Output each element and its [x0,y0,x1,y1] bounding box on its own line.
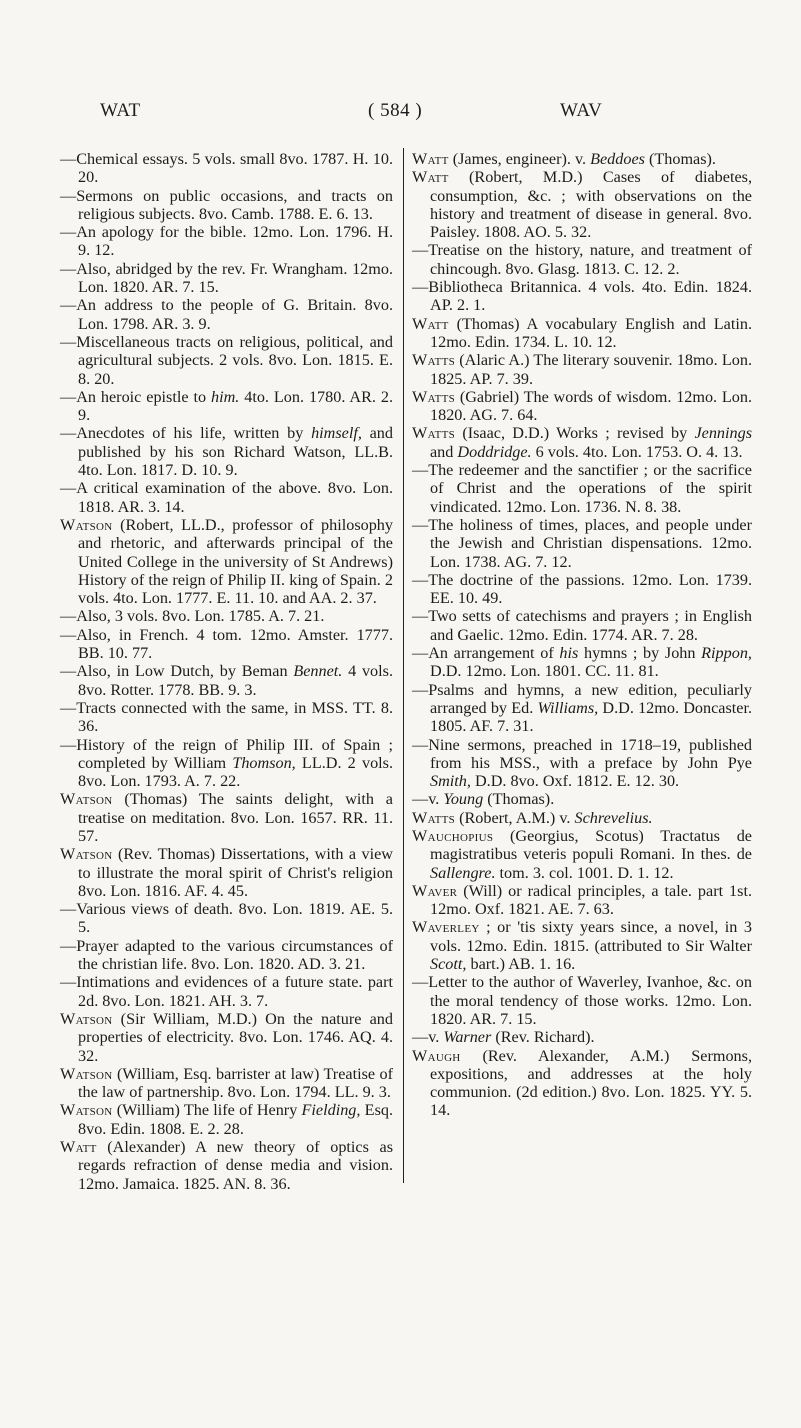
catalog-entry [412,424,752,461]
entry-author-name: Watt [412,150,449,168]
entry-author-name: Waver [412,881,458,900]
entry-text: (Thomas) The saints delight, with a treatise on meditation. 8vo. Lon. 1657. RR. 11. 57. [78,790,393,845]
entry-text: D.D. 8vo. Oxf. 1812. E. 12. 30. [470,772,680,791]
header-right: WAV [560,100,603,121]
entry-text: ; or 'tis sixty years since, a novel, in 3 vols. 12mo. Edin. 1815. (attributed to Sir Walter [430,918,752,955]
entry-text: (Thomas) A vocabulary English and Latin. 12mo. Edin. 1734. L. 10. 12. [430,314,752,351]
entry-text: (Alaric A.) The literary souvenir. 18mo. Lon. 1825. AP. 7. 39. [430,351,752,388]
entry-text: (Robert, LL.D., professor of philosophy and rhetoric, and afterwards principal of the United College in the university of St Andrews) History of the reign of Philip II. king of Spain. 2 vols. 4to. Lon. 1777. E. 11. 10. and AA. 2. 37. [78,515,393,608]
entry-italic-name: Beddoes [590,150,645,168]
catalog-entry [412,388,752,425]
catalog-entry [60,937,393,974]
catalog-entry [412,882,752,919]
entry-author-name: Watts [412,424,456,443]
entry-text: (Will) or radical principles, a tale. part 1st. 12mo. Oxf. 1821. AE. 7. 63. [430,881,752,919]
entry-author-name: Watson [60,1009,113,1028]
entry-text: and published by his son Richard Watson, LL.B. 4to. Lon. 1817. D. 10. 9. [78,424,393,480]
catalog-entry [60,223,393,260]
entry-text: 4to. Lon. 1780. AR. 2. 9. [78,387,394,425]
entry-text: —A critical examination of the above. 8vo. Lon. 1818. AR. 3. 14. [60,479,393,516]
catalog-entry [60,187,393,224]
catalog-entry [60,1010,393,1065]
catalog-entry [412,315,752,352]
entry-italic-name: Jennings [694,424,752,443]
entry-text: —An address to the people of G. Britain. 8vo. Lon. 1798. AR. 3. 9. [60,296,393,333]
entry-author-name: Watts [412,387,456,406]
header-left: WAT [100,100,141,121]
catalog-entry [412,571,752,608]
entry-text: —Various views of death. 8vo. Lon. 1819. AE. 5. 5. [60,900,393,937]
entry-text: (Robert, A.M.) v. [455,808,575,827]
catalog-entry [60,790,393,845]
catalog-entry [60,699,393,736]
entry-text: hymns ; by John [578,644,702,663]
entry-text: —Chemical essays. 5 vols. small 8vo. 1787. H. 10. 20. [60,150,393,187]
entry-text: (Rev. Alexander, A.M.) Sermons, expositions, and addresses at the holy communion. (2d edition.) 8vo. Lon. 1825. YY. 5. 14. [430,1046,752,1120]
entry-text: —Prayer adapted to the various circumstances of the christian life. 8vo. Lon. 1820. AD. 3. 21. [60,936,393,974]
entry-text: —Also, abridged by the rev. Fr. Wrangham. 12mo. Lon. 1820. AR. 7. 15. [60,259,393,297]
catalog-entry [412,150,752,168]
catalog-entry [60,662,393,699]
left-column [60,150,393,1193]
entry-author-name: Watts [412,351,456,370]
catalog-entry [60,736,393,791]
catalog-entry [412,278,752,315]
entry-italic-name: Thomson, [232,753,296,772]
entry-text: —The doctrine of the passions. 12mo. Lon. 1739. EE. 10. 49. [412,570,752,608]
catalog-entry [60,1138,393,1193]
entry-text: —Intimations and evidences of a future state. part 2d. 8vo. Lon. 1821. AH. 3. 7. [60,973,393,1010]
catalog-entry [60,607,393,625]
entry-text: (William, Esq. barrister at law) Treatise of the law of partnership. 8vo. Lon. 1794. LL. 9. 3. [78,1064,393,1102]
entry-text: D.D. 12mo. Doncaster. 1805. AF. 7. 31. [430,698,752,736]
entry-text: —Bibliotheca Britannica. 4 vols. 4to. Edin. 1824. AP. 2. 1. [412,278,752,315]
entry-italic-name: Rippon, [701,644,752,663]
entry-text: —History of the reign of Philip III. of Spain ; completed by William [60,735,393,772]
entry-text: Esq. 8vo. Edin. 1808. E. 2. 28. [78,1101,394,1138]
catalog-entry [60,260,393,297]
entry-author-name: Watson [60,845,113,864]
catalog-entry [60,150,393,187]
catalog-entry [412,461,752,516]
entry-author-name: Watson [60,515,113,534]
catalog-entry [412,351,752,388]
entry-text: (Gabriel) The words of wisdom. 12mo. Lon. 1820. AG. 7. 64. [430,387,752,425]
entry-text: (Robert, M.D.) Cases of diabetes, consumption, &c. ; with observations on the history and treatment of disease in general. 8vo. Paisley. 1808. AO. 5. 32. [430,168,752,242]
entry-italic-name: Schrevelius. [574,808,653,827]
entry-text: —Sermons on public occasions, and tracts on religious subjects. 8vo. Camb. 1788. E. 6. 13. [60,186,393,223]
catalog-entry [60,973,393,1010]
running-header [0,92,801,132]
entry-author-name: Watts [412,808,456,827]
entry-text: (Thomas). [644,150,716,168]
catalog-entry [412,607,752,644]
entry-text: (Alexander) A new theory of optics as regards refraction of dense media and vision. 12mo. Jamaica. 1825. AN. 8. 36. [78,1138,393,1193]
entry-author-name: Watt [412,168,449,187]
entry-italic-name: his [559,644,579,663]
entry-text: —Letter to the author of Waverley, Ivanhoe, &c. on the moral tendency of those works. 12mo. Lon. 1820. AR. 7. 15. [412,973,752,1028]
entry-text: LL.D. 2 vols. 8vo. Lon. 1793. A. 7. 22. [78,753,394,791]
entry-text: —v. [412,1028,444,1047]
entry-author-name: Watt [60,1138,97,1157]
entry-italic-name: Sallengre. [430,863,496,882]
entry-text: —Anecdotes of his life, written by [60,424,312,443]
catalog-entry [60,626,393,663]
entry-author-name: Watson [60,1064,113,1083]
catalog-entry [60,516,393,607]
catalog-entry [412,736,752,791]
entry-author-name: Waugh [412,1046,461,1065]
catalog-entry [60,333,393,388]
entry-italic-name: Scott, [430,955,467,974]
entry-author-name: Waverley [412,918,480,937]
entry-text: —The holiness of times, places, and people under the Jewish and Christian dispensations. 12mo. Lon. 1738. AG. 7. 12. [412,515,752,571]
entry-text: —An heroic epistle to [60,387,211,406]
catalog-entry [60,1101,393,1138]
header-page-number: ( 584 ) [368,100,423,121]
catalog-entry [60,424,393,479]
entry-italic-name: Young [443,790,484,809]
entry-text: —An apology for the bible. 12mo. Lon. 1796. H. 9. 12. [60,223,393,260]
entry-italic-name: him. [210,387,240,406]
catalog-entry [412,973,752,1028]
entry-text: (William) The life of Henry [112,1101,302,1120]
entry-text: (Sir William, M.D.) On the nature and properties of electricity. 8vo. Lon. 1746. AQ. 4. 32. [78,1009,393,1065]
entry-text: 4 vols. 8vo. Rotter. 1778. BB. 9. 3. [78,662,393,699]
catalog-entry [412,790,752,808]
entry-italic-name: himself, [311,424,362,443]
entry-text: —Tracts connected with the same, in MSS. TT. 8. 36. [60,698,393,736]
entry-text: —Also, in Low Dutch, by Beman [60,662,294,681]
entry-text: (Rev. Thomas) Dissertations, with a view to illustrate the moral spirit of Christ's religion 8vo. Lon. 1816. AF. 4. 45. [78,845,393,900]
catalog-entry [412,918,752,973]
entry-text: —Treatise on the history, nature, and treatment of chincough. 8vo. Glasg. 1813. C. 12. 2. [412,241,752,278]
entry-text: —v. [412,790,444,809]
entry-italic-name: Fielding, [301,1101,361,1120]
catalog-entry [60,479,393,516]
entry-text: —Psalms and hymns, a new edition, peculiarly arranged by Ed. [412,680,752,717]
entry-author-name: Wauchopius [412,826,494,845]
entry-text: 6 vols. 4to. Lon. 1753. O. 4. 13. [531,442,743,461]
entry-italic-name: Doddridge. [457,442,532,461]
entry-text: bart.) AB. 1. 16. [466,955,576,974]
entry-author-name: Watson [60,1101,113,1120]
entry-text: (Rev. Richard). [491,1028,595,1047]
catalog-entry [60,845,393,900]
entry-text: —An arrangement of [412,644,560,663]
entry-author-name: Watson [60,790,113,809]
column-divider [403,148,404,1183]
entry-text: —Nine sermons, preached in 1718–19, published from his MSS., with a preface by John Pye [412,735,752,772]
catalog-entry [412,241,752,278]
catalog-entry [412,644,752,681]
catalog-entry [412,1028,752,1046]
entry-text: —Miscellaneous tracts on religious, political, and agricultural subjects. 2 vols. 8vo. Lon. 1815. E. 8. 20. [60,332,393,388]
entry-text: —The redeemer and the sanctifier ; or the sacrifice of Christ and the operations of the spirit vindicated. 12mo. Lon. 1736. N. 8. 38. [412,461,752,516]
entry-text: —Also, in French. 4 tom. 12mo. Amster. 1777. BB. 10. 77. [60,625,393,663]
entry-text: and [430,442,458,461]
entry-text: (James, engineer). v. [448,150,591,168]
entry-italic-name: Warner [443,1028,492,1047]
entry-text: (Georgius, Scotus) Tractatus de magistratibus veteris populi Romani. In thes. de [430,826,752,864]
catalog-entry [60,388,393,425]
entry-text: tom. 3. col. 1001. D. 1. 12. [495,863,674,882]
entry-author-name: Watt [412,314,449,333]
entry-italic-name: Bennet. [293,662,343,681]
catalog-entry [60,296,393,333]
catalog-entry [60,900,393,937]
catalog-entry [412,168,752,241]
catalog-entry [412,809,752,827]
entry-text: —Two setts of catechisms and prayers ; in English and Gaelic. 12mo. Edin. 1774. AR. 7. 28. [412,607,752,644]
entry-text: —Also, 3 vols. 8vo. Lon. 1785. A. 7. 21. [60,607,325,626]
entry-italic-name: Smith, [430,772,471,791]
catalog-entry [60,1065,393,1102]
catalog-entry [412,827,752,882]
catalog-entry [412,1047,752,1120]
catalog-entry [412,516,752,571]
catalog-entry [412,681,752,736]
right-column [412,150,752,1120]
entry-text: (Thomas). [483,790,555,809]
entry-text: D.D. 12mo. Lon. 1801. CC. 11. 81. [430,662,659,681]
entry-text: (Isaac, D.D.) Works ; revised by [455,424,695,443]
entry-italic-name: Williams, [537,698,599,717]
